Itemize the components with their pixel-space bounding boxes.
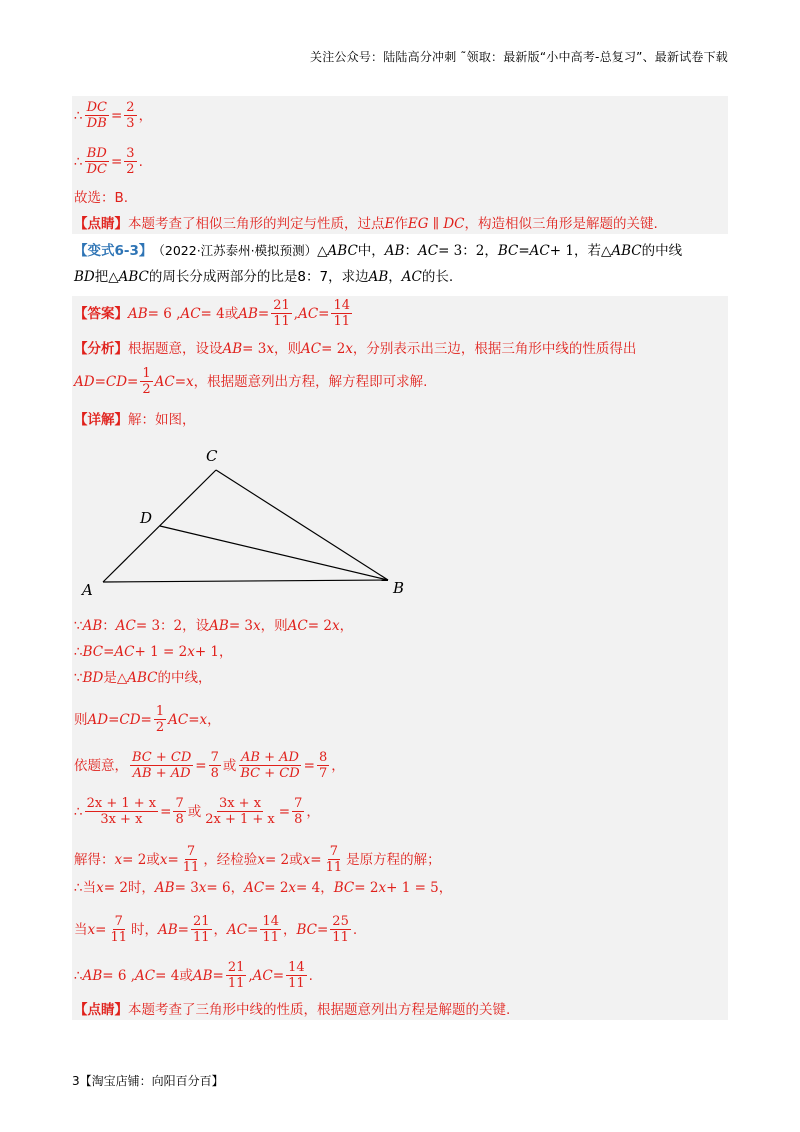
fraction: $\frac{DC}{DB}$ [86, 100, 107, 131]
fraction: $\frac{AB + AD}{BC + CD}$ [240, 750, 300, 781]
fraction: $\frac{21}{11}$ [192, 914, 210, 945]
step-8: ∴ 当 x = 2时， AB = 3 x = 6， AC = 2 x = 4， BC = 2 x + 1 = 5， [74, 880, 453, 896]
label-c: C [206, 447, 218, 465]
prev-ratio-line-1: ∴ $\frac{DC}{DB}$ = $\frac{2}{3}$ ， [74, 100, 153, 131]
triangle-figure [72, 440, 412, 605]
fraction: $\frac{BD}{DC}$ [86, 146, 107, 177]
fraction: $\frac{25}{11}$ [332, 914, 349, 945]
fraction: $\frac{14}{11}$ [288, 960, 305, 991]
step-1: ∵ AB ： AC = 3：2，设 AB = 3 x ，则 AC = 2 x ， [74, 618, 354, 634]
fraction: $\frac{8}{7}$ [318, 750, 328, 781]
fraction: $\frac{14}{11}$ [333, 298, 351, 329]
fraction: $\frac{7}{8}$ [294, 796, 303, 827]
analysis-line-2: AD = CD = $\frac{1}{2}$ AC = x ，根据题意列出方程，解方程即可求解. [74, 366, 428, 397]
step-7: 解得： x = 2 或 x = $\frac{7}{11}$ ，经检验 x = 2 或 x = $\frac{7}{11}$ 是原方程的解； [74, 844, 441, 875]
fraction: $\frac{3}{2}$ [126, 146, 135, 177]
step-6: ∴ $\frac{2x + 1 + x}{3x + x}$ = $\frac{7}{8}$ 或 $\frac{3x + x}{2x + 1 + x}$ = $\frac{7}{8}$ ， [74, 796, 320, 827]
prev-ratio-line-2: ∴ $\frac{BD}{DC}$ = $\frac{3}{2}$ . [74, 146, 143, 177]
fraction: $\frac{14}{11}$ [262, 914, 279, 945]
fraction: $\frac{7}{8}$ [210, 750, 219, 781]
fraction: $\frac{3x + x}{2x + 1 + x}$ [205, 796, 275, 827]
fraction: $\frac{21}{11}$ [227, 960, 245, 991]
step-2: ∴ BC = AC + 1 = 2 x + 1， [74, 644, 233, 660]
step-5: 依题意， $\frac{BC + CD}{AB + AD}$ = $\frac{7}{8}$ 或 $\frac{AB + AD}{BC + CD}$ = $\frac{8}{7}$ ， [74, 750, 345, 781]
step-10: ∴ AB = 6 , AC = 4 或 AB = $\frac{21}{11}$ , AC = $\frac{14}{11}$ . [74, 960, 313, 991]
side-ac [103, 470, 216, 582]
fraction: $\frac{1}{2}$ [155, 704, 165, 735]
fraction: $\frac{2x + 1 + x}{3x + x}$ [86, 796, 157, 827]
label-a: A [82, 581, 93, 599]
page-footer: 3【淘宝店铺：向阳百分百】 [72, 1074, 224, 1088]
analysis-line-1: 【分析】 根据题意，设设 AB = 3 x ，则 AC = 2 x ，分别表示出三边，根据三角形中线的性质得出 [74, 341, 637, 357]
fraction: $\frac{BC + CD}{AB + AD}$ [132, 750, 192, 781]
detail-line: 【详解】 解：如图， [74, 412, 196, 428]
fraction: $\frac{7}{11}$ [110, 914, 127, 945]
final-comment: 【点睛】 本题考查了三角形中线的性质，根据题意列出方程是解题的关键. [74, 1002, 511, 1018]
problem-line-2: BD 把 △ABC 的周长分成两部分的比是8：7，求边 AB ， AC 的长. [74, 269, 454, 285]
fraction: $\frac{7}{11}$ [182, 844, 200, 875]
fraction: $\frac{7}{11}$ [325, 844, 343, 875]
page-header: 关注公众号：陆陆高分冲刺 ˜领取：最新版“小中高考-总复习”、最新试卷下载 [310, 50, 728, 64]
median-bd [160, 526, 388, 580]
step-3: ∵ BD 是 △ABC 的中线， [74, 670, 212, 686]
answer-line: 【答案】 AB = 6 , AC = 4 或 AB = $\frac{21}{11}$ , AC = $\frac{14}{11}$ [74, 298, 351, 329]
label-b: B [393, 579, 405, 597]
fraction: $\frac{21}{11}$ [273, 298, 290, 329]
problem-tag: 【变式6-3】 [74, 243, 153, 259]
label-d: D [140, 509, 153, 527]
step-9: 当 x = $\frac{7}{11}$ 时， AB = $\frac{21}{11}$ ， AC = $\frac{14}{11}$ ， BC = $\frac{25}{11}$ . [74, 914, 358, 945]
step-4: 则 AD = CD = $\frac{1}{2}$ AC = x ， [74, 704, 221, 735]
side-ab [103, 580, 388, 582]
problem-line-1: 【变式6-3】 （2022·江苏泰州·模拟预测） △ABC 中， AB ： AC = 3：2， BC = AC + 1，若 △ABC 的中线 [74, 243, 683, 259]
side-cb [216, 470, 388, 580]
therefore-symbol: ∴ [74, 107, 83, 124]
fraction: $\frac{1}{2}$ [142, 366, 151, 397]
prev-comment: 【点睛】 本题考查了相似三角形的判定与性质，过点 E 作 EG ∥ DC ，构造相似三角形是解题的关键. [74, 216, 658, 232]
fraction: $\frac{7}{8}$ [175, 796, 184, 827]
prev-choice: 故选：B. [74, 190, 129, 206]
fraction: $\frac{2}{3}$ [126, 100, 135, 131]
